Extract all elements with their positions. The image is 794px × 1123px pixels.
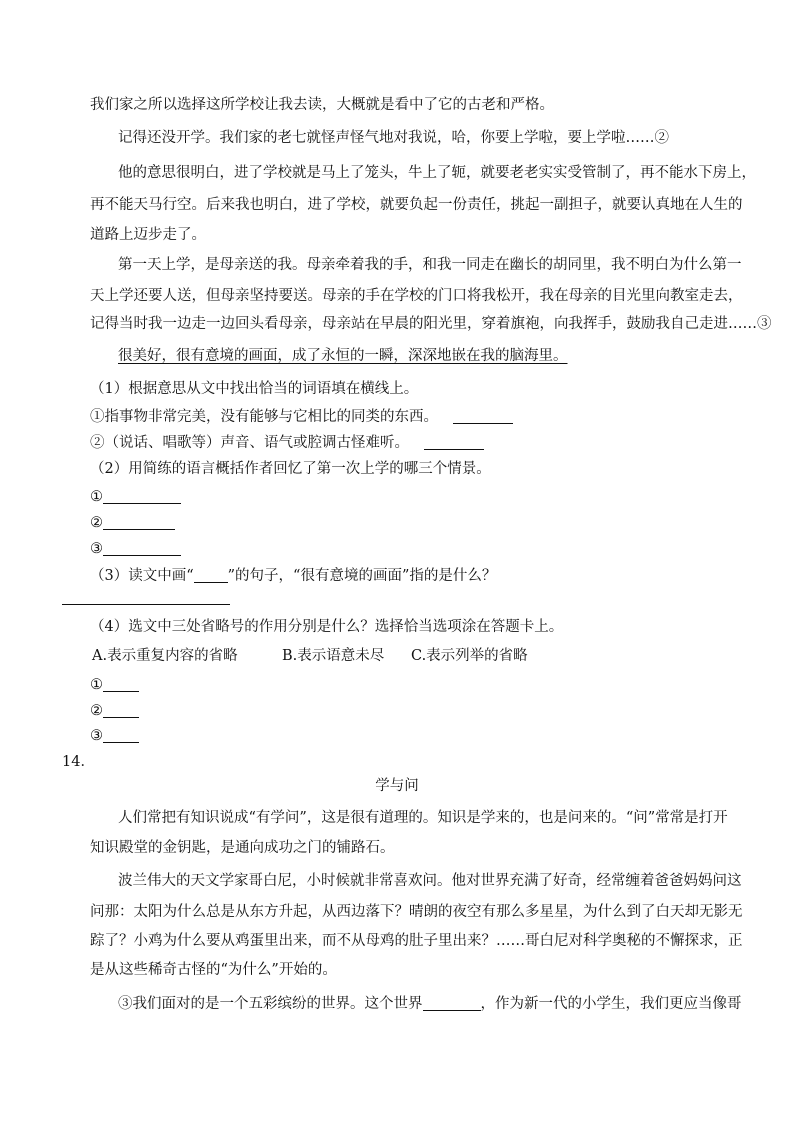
passage-text-b: ，作为新一代的小学生，我们更应当像哥 [480, 996, 742, 1012]
question-2: （2）用简练的语言概括作者回忆了第一次上学的哪三个情景。 [90, 461, 491, 477]
answer-blank[interactable] [103, 728, 139, 743]
marker: ③ [90, 541, 103, 557]
option-c: C.表示列举的省略 [411, 648, 528, 664]
marker: ③ [90, 728, 103, 744]
marker: ② [90, 703, 103, 719]
answer-blank[interactable] [103, 489, 181, 504]
passage-line: 他的意思很明白，进了学校就是马上了笼头，牛上了轭，就要老老实实受管制了，再不能水下房上， [118, 165, 756, 181]
passage-line: 再不能天马行空。后来我也明白，进了学校，就要负起一份责任，挑起一副担子，就要认真地在人生的 [90, 197, 743, 213]
passage-line-with-blank [118, 994, 742, 1014]
passage-title: 学与问 [375, 778, 419, 794]
question-1-a [90, 407, 513, 427]
question-4-answer-2 [90, 701, 139, 721]
passage-line: 人们常把有知识说成“有学问”，这是很有道理的。知识是学来的，也是问来的。“问”常常是打开 [118, 810, 728, 826]
answer-line[interactable] [62, 604, 230, 605]
answer-blank[interactable] [103, 515, 175, 530]
passage-line: 第一天上学，是母亲送的我。母亲牵着我的手，和我一同走在幽长的胡同里，我不明白为什么第一 [118, 257, 742, 273]
question-4-answer-3 [90, 726, 139, 746]
marker: ① [90, 489, 103, 505]
passage-line: 是从这些稀奇古怪的“为什么”开始的。 [90, 962, 337, 978]
question-3 [90, 566, 496, 586]
marker: ① [90, 677, 103, 693]
question-2-answer-1 [90, 487, 181, 507]
answer-blank[interactable] [103, 703, 139, 718]
option-a: A.表示重复内容的省略 [92, 648, 238, 664]
answer-blank[interactable] [453, 409, 513, 424]
question-2-answer-2 [90, 513, 175, 533]
question-2-answer-3 [90, 539, 181, 559]
underlined-sentence: 很美好，很有意境的画面，成了永恒的一瞬，深深地嵌在我的脑海里。 [118, 348, 568, 364]
passage-line: 踪了？小鸡为什么要从鸡蛋里出来，而不从母鸡的肚子里出来？……哥白尼对科学奥秘的不懈探求，正 [90, 933, 743, 949]
question-4-answer-1 [90, 675, 139, 695]
answer-blank[interactable] [103, 677, 139, 692]
answer-blank[interactable] [424, 435, 484, 450]
question-1-a-text: ①指事物非常完美，没有能够与它相比的同类的东西。 [90, 409, 438, 425]
passage-line: 记得当时我一边走一边回头看母亲，母亲站在早晨的阳光里，穿着旗袍，向我挥手，鼓励我自己走进……③ [90, 316, 772, 332]
item-number: 14． [62, 754, 95, 770]
passage-line: 天上学还要人送，但母亲坚持要送。母亲的手在学校的门口将我松开，我在母亲的目光里向教室走去， [90, 288, 743, 304]
passage-line: 问那：太阳为什么总是从东方升起，从西边落下？晴朗的夜空有那么多星星，为什么到了白天却无影无 [90, 904, 743, 920]
question-3-text-a: （3）读文中画“ [90, 568, 194, 584]
question-4: （4）选文中三处省略号的作用分别是什么？选择恰当选项涂在答题卡上。 [90, 619, 564, 635]
question-1: （1）根据意思从文中找出恰当的词语填在横线上。 [90, 381, 419, 397]
question-1-b-text: ②（说话、唱歌等）声音、语气或腔调古怪难听。 [90, 435, 409, 451]
passage-line: 波兰伟大的天文学家哥白尼，小时候就非常喜欢问。他对世界充满了好奇，经常缠着爸爸妈妈问这 [118, 873, 742, 889]
passage-line: 道路上迈步走了。 [90, 227, 206, 243]
underline-sample [194, 568, 228, 583]
passage-line: 记得还没开学。我们家的老七就怪声怪气地对我说，哈，你要上学啦，要上学啦……② [118, 130, 669, 146]
fill-blank[interactable] [423, 996, 481, 1011]
question-3-text-b: ”的句子，“很有意境的画面”指的是什么？ [227, 568, 497, 584]
option-b: B.表示语意未尽 [282, 648, 385, 664]
passage-line: 我们家之所以选择这所学校让我去读，大概就是看中了它的古老和严格。 [90, 97, 554, 113]
passage-text-a: ③我们面对的是一个五彩缤纷的世界。这个世界 [118, 996, 423, 1012]
marker: ② [90, 515, 103, 531]
question-1-b [90, 433, 484, 453]
passage-line: 知识殿堂的金钥匙，是通向成功之门的铺路石。 [90, 840, 395, 856]
answer-blank[interactable] [103, 541, 181, 556]
